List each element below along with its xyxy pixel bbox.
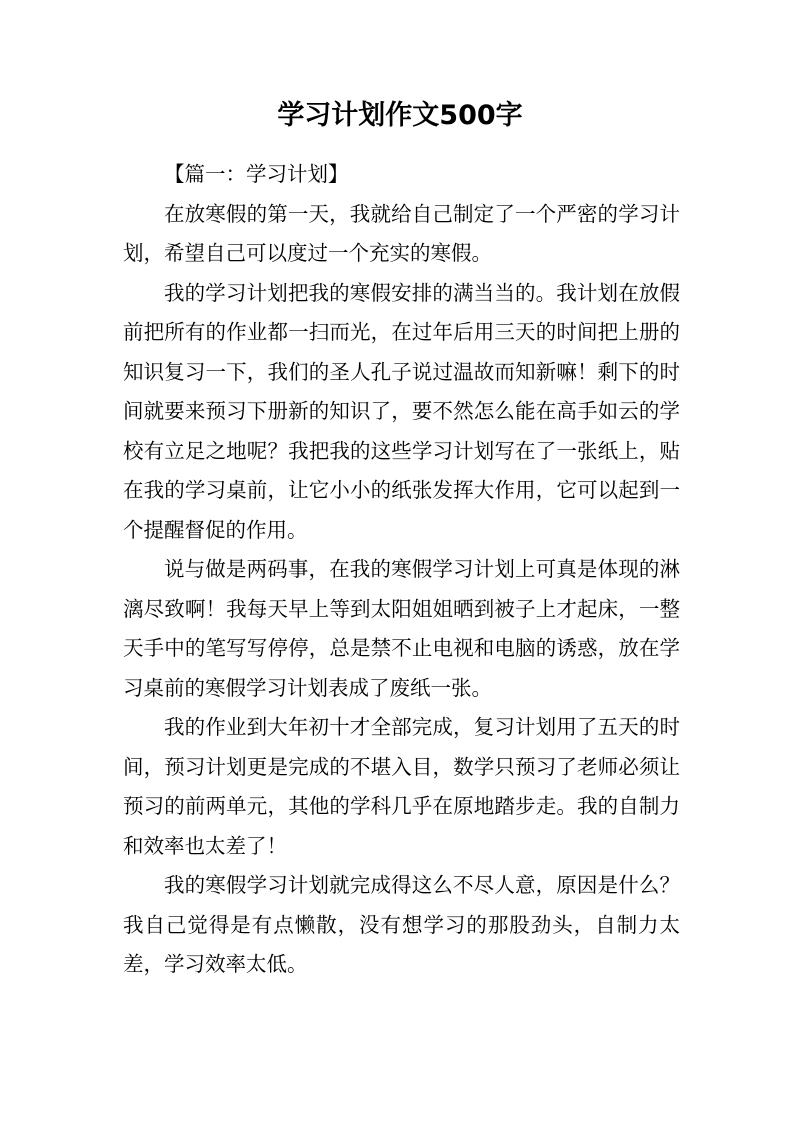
paragraph-5: 我的寒假学习计划就完成得这么不尽人意，原因是什么？我自己觉得是有点懒散，没有想学习的那股劲头，自制力太差，学习效率太低。 (123, 873, 680, 976)
paragraph-2: 我的学习计划把我的寒假安排的满当当的。我计划在放假前把所有的作业都一扫而光，在过年后用三天的时间把上册的知识复习一下，我们的圣人孔子说过温故而知新嘛！剩下的时间就要来预习下册新的知识了，要不然怎么能在高手如云的学校有立足之地呢？我把我的这些学习计划写在了一张纸上，贴在我的学习桌前，让它小小的纸张发挥大作用，它可以起到一个提醒督促的作用。 (123, 280, 680, 542)
page-title: 学习计划作文500字 (277, 100, 523, 131)
document-body (123, 155, 680, 985)
paragraph-1: 在放寒假的第一天，我就给自己制定了一个严密的学习计划，希望自己可以度过一个充实的寒假。 (123, 201, 680, 265)
paragraph-3: 说与做是两码事，在我的寒假学习计划上可真是体现的淋漓尽致啊！我每天早上等到太阳姐姐晒到被子上才起床，一整天手中的笔写写停停，总是禁不止电视和电脑的诱惑，放在学习桌前的寒假学习计划表成了废纸一张。 (123, 557, 680, 700)
section-heading: 【篇一：学习计划】 (164, 162, 349, 186)
paragraph-4: 我的作业到大年初十才全部完成，复习计划用了五天的时间，预习计划更是完成的不堪入目，数学只预习了老师必须让预习的前两单元，其他的学科几乎在原地踏步走。我的自制力和效率也太差了！ (123, 715, 680, 858)
